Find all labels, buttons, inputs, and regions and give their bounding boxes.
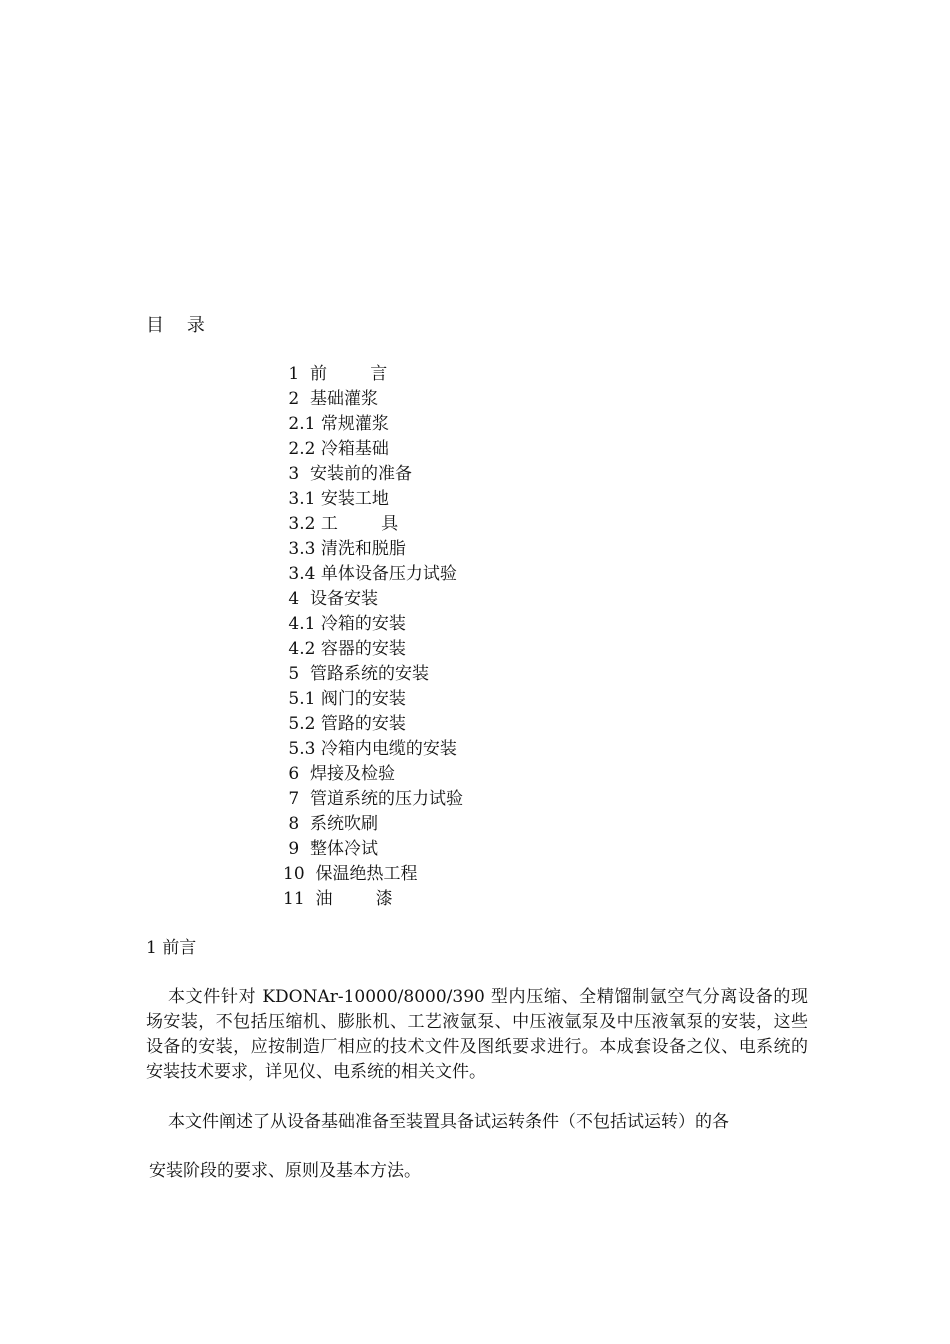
toc-item: 4 设备安装 (283, 589, 379, 609)
section-title: 1 前言 (146, 938, 197, 958)
toc-item: 3.3 清洗和脱脂 (283, 539, 406, 559)
toc-item: 8 系统吹刷 (283, 814, 379, 834)
toc-item: 4.2 容器的安装 (283, 639, 406, 659)
toc-item: 2.1 常规灌浆 (283, 414, 389, 434)
toc-item: 3 安装前的准备 (283, 464, 413, 484)
toc-item: 6 焊接及检验 (283, 764, 396, 784)
toc-item: 5.1 阀门的安装 (283, 689, 406, 709)
toc-item: 2.2 冷箱基础 (283, 439, 389, 459)
toc-item: 3.4 单体设备压力试验 (283, 564, 457, 584)
toc-item: 5 管路系统的安装 (283, 664, 430, 684)
body-paragraph: 本文件针对 KDONAr-10000/8000/390 型内压缩、全精馏制氩空气分离设备的现场安装，不包括压缩机、膨胀机、工艺液氩泵、中压液氩泵及中压液氧泵的安装，这些设备的安装，应按制造厂相应的技术文件及图纸要求进行。本成套设备之仪、电系统的安装技术要求，详见仪、电系统的相关文件。 (146, 987, 808, 1082)
toc-item: 10 保温绝热工程 (283, 864, 418, 884)
toc-item: 11 油 漆 (283, 889, 393, 909)
toc-item: 2 基础灌浆 (283, 389, 379, 409)
toc-list (283, 362, 463, 912)
body-paragraph: 本文件阐述了从设备基础准备至装置具备试运转条件（不包括试运转）的各 (168, 1112, 729, 1132)
toc-item: 5.3 冷箱内电缆的安装 (283, 739, 457, 759)
toc-item: 3.2 工 具 (283, 514, 399, 534)
toc-item: 9 整体冷试 (283, 839, 379, 859)
toc-item: 4.1 冷箱的安装 (283, 614, 406, 634)
toc-heading: 目 录 (146, 315, 205, 336)
toc-item: 7 管道系统的压力试验 (283, 789, 464, 809)
toc-item: 5.2 管路的安装 (283, 714, 406, 734)
body-paragraph: 安装阶段的要求、原则及基本方法。 (149, 1161, 421, 1181)
toc-item: 3.1 安装工地 (283, 489, 389, 509)
toc-item: 1 前 言 (283, 364, 388, 384)
